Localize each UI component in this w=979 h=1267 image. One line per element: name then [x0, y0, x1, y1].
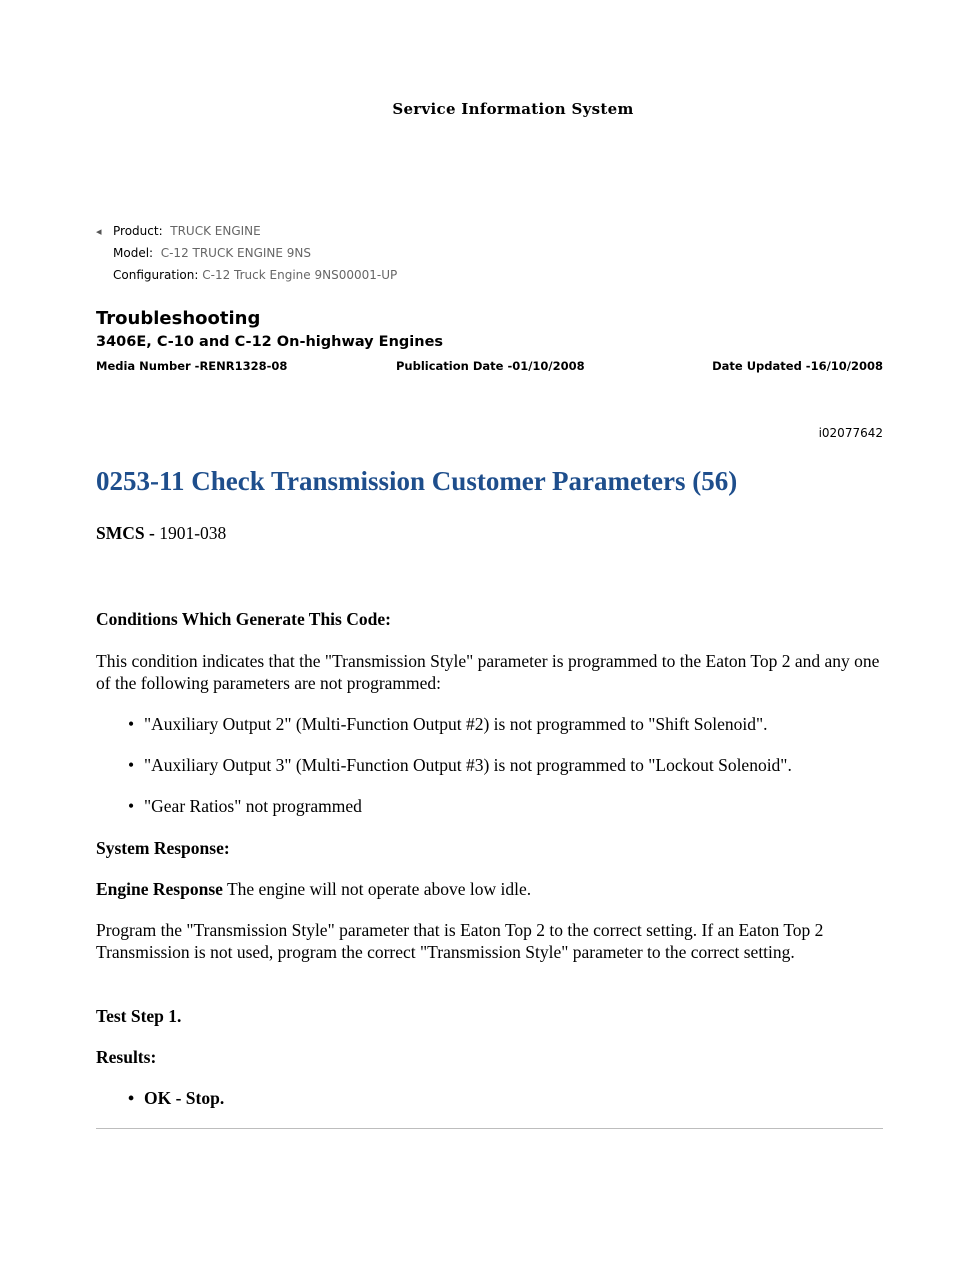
- list-item: [128, 754, 792, 776]
- document-title: 0253-11 Check Transmission Customer Parameters (56): [96, 466, 738, 496]
- product-line: [96, 224, 261, 239]
- smcs-label: SMCS -: [96, 523, 155, 543]
- system-title: Service Information System: [392, 100, 634, 118]
- configuration-label: Configuration:: [113, 268, 199, 282]
- model-line: [113, 246, 311, 260]
- publication-date: Publication Date -01/10/2008: [396, 359, 585, 373]
- bullet-icon: •: [128, 755, 135, 775]
- bullet-icon: •: [128, 1088, 135, 1108]
- results-heading: Results:: [96, 1047, 157, 1067]
- smcs-value: 1901-038: [159, 523, 227, 543]
- list-item: [128, 1087, 224, 1109]
- engine-response: [96, 878, 886, 900]
- bullet-icon: •: [128, 796, 135, 816]
- list-item-text: "Auxiliary Output 3" (Multi-Function Output #3) is not programmed to "Lockout Solenoid".: [144, 755, 792, 775]
- configuration-line: [113, 268, 397, 282]
- product-value[interactable]: TRUCK ENGINE: [170, 224, 261, 238]
- media-number: Media Number -RENR1328-08: [96, 359, 288, 373]
- system-response-heading: System Response:: [96, 838, 230, 858]
- configuration-value[interactable]: C-12 Truck Engine 9NS00001-UP: [202, 268, 398, 282]
- back-arrow-icon[interactable]: ◂: [96, 225, 102, 238]
- smcs-line: [96, 523, 226, 544]
- document-id: i02077642: [818, 426, 883, 440]
- conditions-heading: Conditions Which Generate This Code:: [96, 609, 391, 629]
- list-item: [128, 795, 362, 817]
- bullet-icon: •: [128, 714, 135, 734]
- engine-response-label: Engine Response: [96, 879, 223, 899]
- test-step-heading: Test Step 1.: [96, 1006, 182, 1026]
- list-item-text: "Auxiliary Output 2" (Multi-Function Output #2) is not programmed to "Shift Solenoid".: [144, 714, 768, 734]
- publication-title: Troubleshooting: [96, 308, 261, 329]
- date-updated: Date Updated -16/10/2008: [712, 359, 883, 373]
- divider: [96, 1128, 883, 1129]
- engine-response-text: The engine will not operate above low idle.: [222, 879, 532, 899]
- program-text: Program the "Transmission Style" parameter that is Eaton Top 2 to the correct setting. If an Eaton Top 2 Transmission is not used, program the correct "Transmission Style" parameter to the correct setting.: [96, 920, 824, 962]
- conditions-text: This condition indicates that the "Transmission Style" parameter is programmed to the Eaton Top 2 and any one of the following parameters are not programmed:: [96, 651, 880, 693]
- list-item-text: "Gear Ratios" not programmed: [144, 796, 362, 816]
- product-label: Product:: [113, 224, 163, 238]
- publication-subtitle: 3406E, C-10 and C-12 On-highway Engines: [96, 334, 444, 350]
- list-item: [128, 713, 768, 735]
- model-label: Model:: [113, 246, 154, 260]
- model-value[interactable]: C-12 TRUCK ENGINE 9NS: [160, 246, 312, 260]
- list-item-text: OK - Stop.: [144, 1088, 225, 1108]
